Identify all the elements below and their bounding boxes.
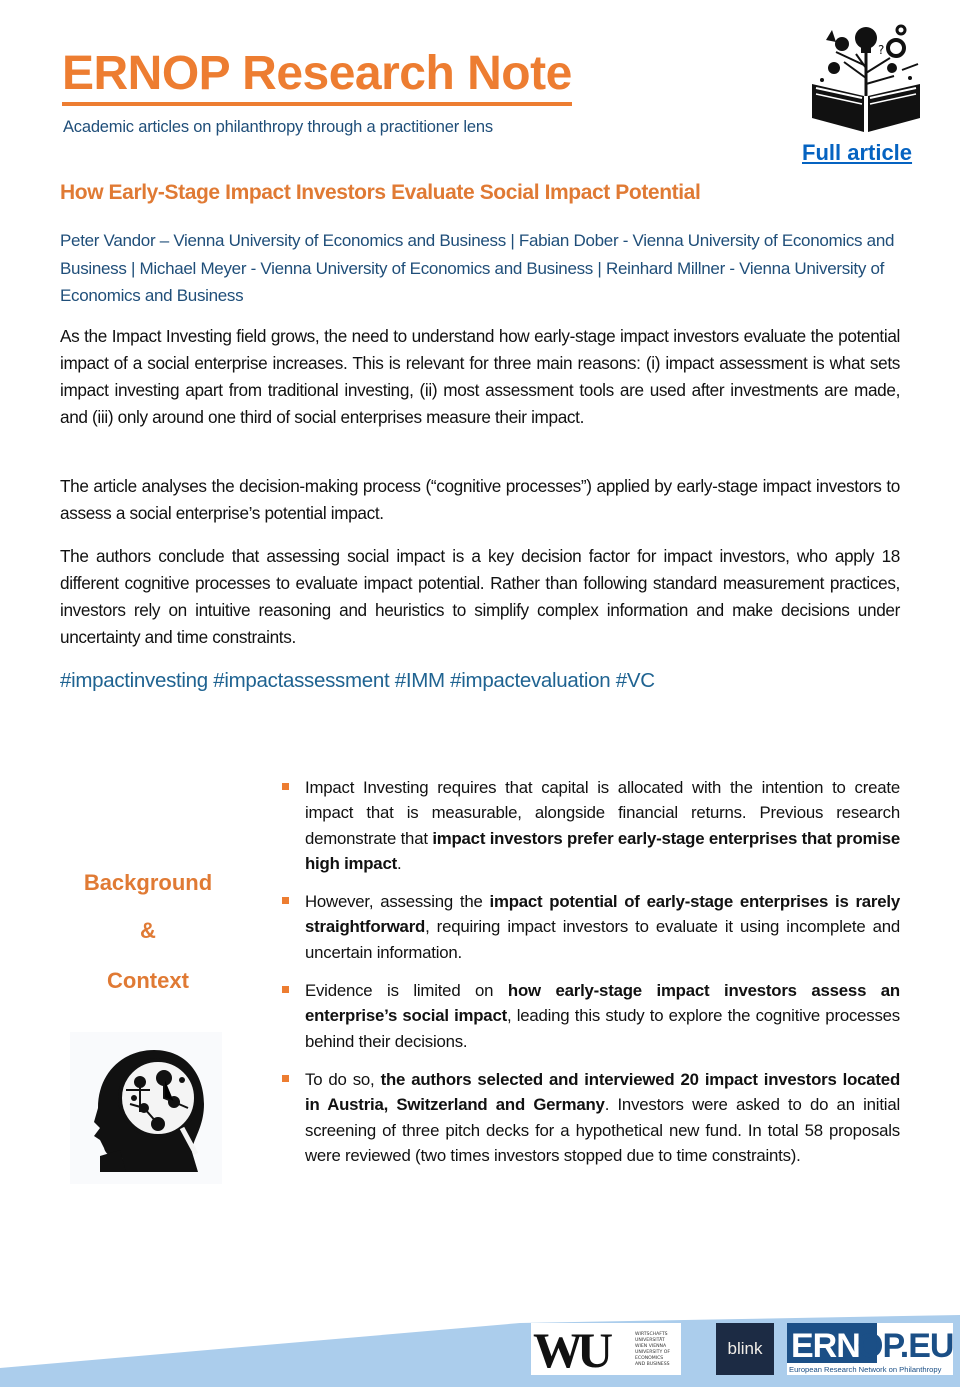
- svg-text:ECONOMICS: ECONOMICS: [635, 1356, 664, 1361]
- bullet-square-icon: [282, 986, 289, 993]
- bullet-item: Impact Investing requires that capital is allocated with the intention to create impact that is measurable, alongside financial returns. Previous research demonstrate that impact investors prefer early-stage enterprises that promise high impact.: [282, 775, 900, 876]
- hashtags: #impactinvesting #impactassessment #IMM #impactevaluation #VC: [60, 669, 655, 692]
- bullet-item: Evidence is limited on how early-stage impact investors assess an enterprise’s social impact, leading this study to explore the cognitive processes behind their decisions.: [282, 978, 900, 1054]
- full-article-link[interactable]: Full article: [802, 140, 913, 165]
- background-heading-line1: Background: [83, 870, 213, 895]
- bullet-item: To do so, the authors selected and interviewed 20 impact investors located in Austria, Switzerland and Germany. Investors were asked to do an initial screening of three pitch decks for a hypothetical new fund. In total 58 proposals were reviewed (two times investors stopped due to time constraints).: [282, 1067, 900, 1168]
- svg-text:WIEN VIENNA: WIEN VIENNA: [635, 1344, 667, 1349]
- bullet-square-icon: [282, 1075, 289, 1082]
- bullet-square-icon: [282, 897, 289, 904]
- ernop-eu-logo: [787, 1323, 953, 1375]
- background-heading-line2: &: [140, 918, 156, 943]
- background-heading-line3: Context: [107, 968, 189, 993]
- svg-text:UNIVERSITY OF: UNIVERSITY OF: [635, 1350, 670, 1355]
- svg-text:OP.EU: OP.EU: [857, 1327, 953, 1365]
- analysis-paragraph: The article analyses the decision-making process (“cognitive processes”) applied by early-stage impact investors to assess a social enterprise’s potential impact.: [60, 476, 900, 523]
- book-tree-of-ideas-icon: [806, 18, 926, 136]
- svg-text:WIRTSCHAFTS: WIRTSCHAFTS: [635, 1332, 668, 1337]
- page-subtitle: Academic articles on philanthropy through a practitioner lens: [63, 118, 493, 136]
- svg-text:European Research Network on P: European Research Network on Philanthropy: [789, 1365, 942, 1374]
- svg-text:?: ?: [878, 43, 885, 57]
- svg-text:WU: WU: [533, 1323, 608, 1375]
- wu-logo: [531, 1323, 681, 1375]
- svg-text:AND BUSINESS: AND BUSINESS: [635, 1362, 670, 1367]
- article-title: How Early-Stage Impact Investors Evaluate Social Impact Potential: [60, 181, 701, 204]
- blink-logo: blink: [716, 1323, 774, 1375]
- svg-text:ERN: ERN: [791, 1327, 860, 1365]
- bullet-item: However, assessing the impact potential of early-stage enterprises is rarely straightforward, requiring impact investors to evaluate it using incomplete and uncertain information.: [282, 889, 900, 965]
- bullet-square-icon: [282, 783, 289, 790]
- svg-text:UNIVERSITÄT: UNIVERSITÄT: [635, 1338, 665, 1343]
- head-with-circuit-magnifier-icon: [70, 1032, 222, 1184]
- conclusion-paragraph: The authors conclude that assessing social impact is a key decision factor for impact investors, who apply 18 different cognitive processes to evaluate impact potential. Rather than following standard measurement practices, investors rely on intuitive reasoning and heuristics to simplify complex information and make decisions under uncertainty and time constraints.: [60, 546, 900, 647]
- background-bullet-list: [282, 775, 900, 1181]
- intro-paragraph: As the Impact Investing field grows, the need to understand how early-stage impact investors evaluate the potential impact of a social enterprise increases. This is relevant for three main reasons: (i) impact assessment is what sets impact investing apart from traditional investing, (ii) most assessment tools are used after investments are made, and (iii) only around one third of social enterprises measure their impact.: [60, 326, 900, 427]
- page-title: ERNOP Research Note: [62, 46, 572, 106]
- article-authors: Peter Vandor – Vienna University of Economics and Business | Fabian Dober - Vienna University of Economics and Business | Michael Meyer - Vienna University of Economics and Business | Reinhard Millner - Vienna University of Economics and Business: [60, 231, 895, 305]
